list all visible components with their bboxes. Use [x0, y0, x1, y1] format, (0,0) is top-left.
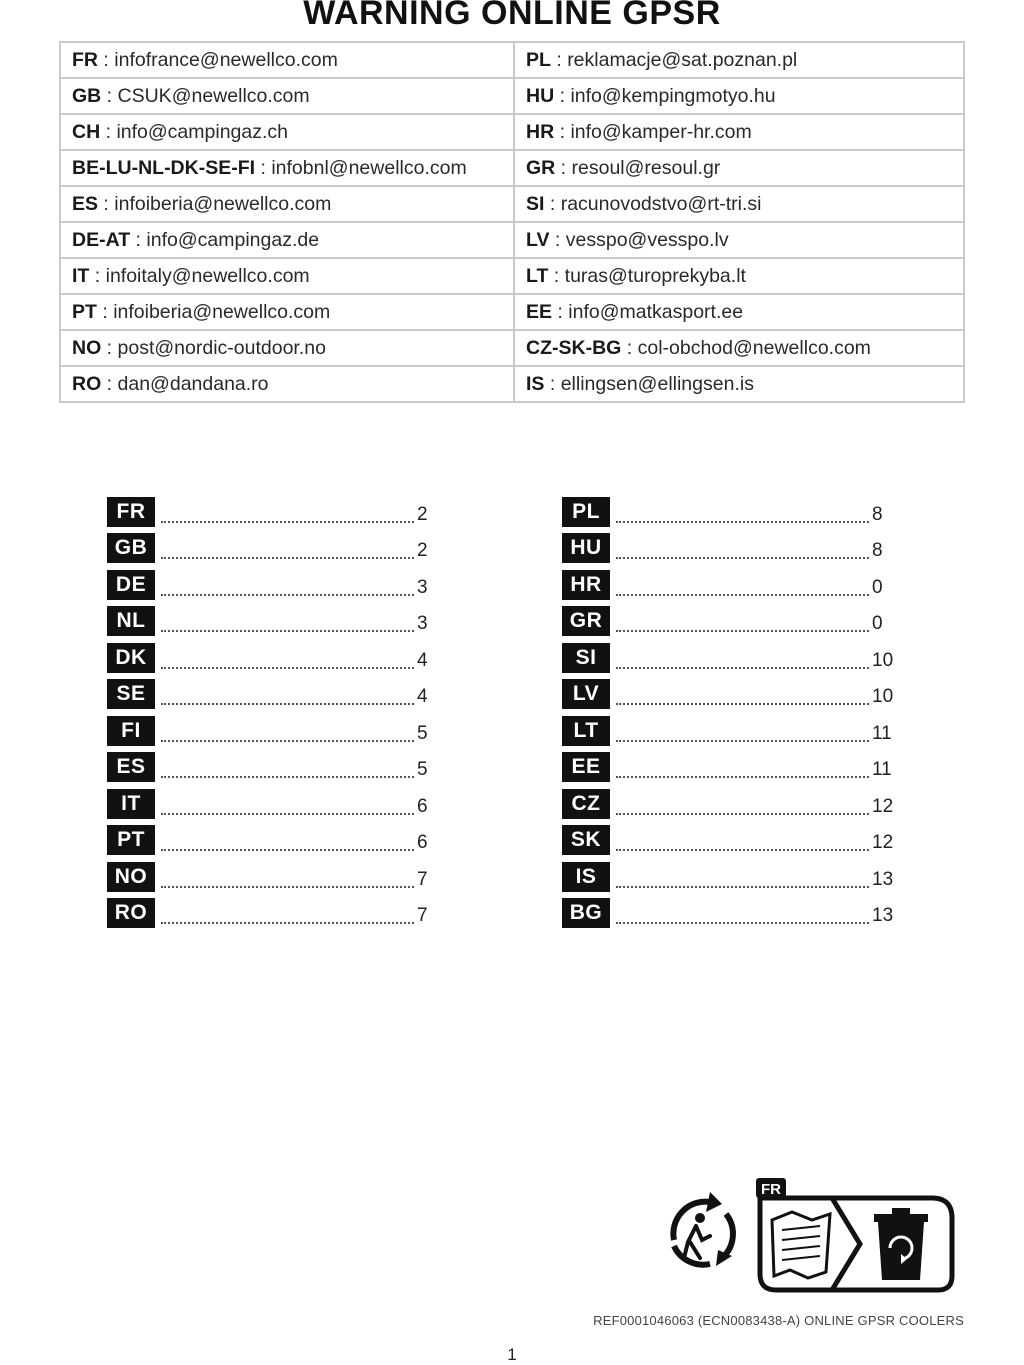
contact-email: resoul@resoul.gr — [571, 156, 721, 179]
contact-email: reklamacje@sat.poznan.pl — [567, 48, 798, 71]
language-badge: GR — [562, 606, 610, 636]
toc-page-number: 2 — [417, 540, 428, 561]
dot-leader — [616, 703, 869, 705]
page-number: 1 — [507, 1345, 517, 1364]
country-code: BE-LU-NL-DK-SE-FI — [72, 156, 256, 179]
toc-entry — [107, 782, 447, 819]
contact-cell-right: CZ-SK-BG : col-obchod@newellco.com — [514, 330, 964, 366]
contact-row — [60, 78, 964, 114]
country-code: RO — [72, 372, 102, 395]
toc-page-number: 6 — [417, 795, 428, 817]
language-badge: BG — [562, 898, 610, 928]
toc-page-number: 10 — [872, 686, 894, 707]
toc-entry — [562, 490, 902, 527]
contact-row — [60, 222, 964, 258]
dot-leader — [161, 521, 414, 523]
toc-entry — [562, 819, 902, 856]
contact-cell-right: EE : info@matkasport.ee — [514, 294, 964, 330]
dot-leader — [616, 886, 869, 888]
toc-page-number: 10 — [872, 649, 894, 671]
contact-cell-right: LV : vesspo@vesspo.lv — [514, 222, 964, 258]
toc-entry — [562, 782, 902, 819]
dot-leader — [161, 740, 414, 742]
toc-page-number: 8 — [872, 540, 883, 561]
language-badge: NO — [107, 862, 155, 892]
dot-leader — [616, 594, 869, 596]
dot-leader — [161, 630, 414, 632]
toc-right-column — [562, 490, 902, 928]
contact-cell-right: GR : resoul@resoul.gr — [514, 150, 964, 186]
toc-page-number: 8 — [872, 503, 883, 525]
toc-entry — [562, 636, 902, 673]
country-code: NO — [72, 336, 102, 359]
toc-entry — [562, 892, 902, 929]
language-badge: IT — [107, 789, 155, 819]
contact-cell-right: PL : reklamacje@sat.poznan.pl — [514, 42, 964, 78]
contact-cell-left: RO : dan@dandana.ro — [60, 366, 514, 402]
language-badge: DE — [107, 570, 155, 600]
dot-leader — [616, 922, 869, 924]
dot-leader — [161, 557, 414, 559]
contact-email: col-obchod@newellco.com — [637, 336, 871, 359]
contact-email: dan@dandana.ro — [117, 372, 269, 395]
contact-cell-left: DE-AT : info@campingaz.de — [60, 222, 514, 258]
toc-page-number: 3 — [417, 576, 428, 598]
toc-entry — [562, 527, 902, 564]
contact-email: turas@turoprekyba.lt — [564, 264, 746, 287]
country-code: LT — [526, 264, 549, 287]
contact-cell-left: PT : infoiberia@newellco.com — [60, 294, 514, 330]
contact-table — [59, 41, 965, 403]
toc-entry — [107, 709, 447, 746]
language-badge: IS — [562, 862, 610, 892]
toc-page-number: 3 — [417, 613, 428, 634]
language-badge: SK — [562, 825, 610, 855]
toc-page-number: 4 — [417, 686, 428, 707]
toc-entry — [107, 819, 447, 856]
contact-cell-left: ES : infoiberia@newellco.com — [60, 186, 514, 222]
contact-email: info@kempingmotyo.hu — [570, 84, 776, 107]
page-title: WARNING ONLINE GPSR — [303, 0, 721, 32]
country-code: HR — [526, 120, 555, 143]
contact-row — [60, 42, 964, 78]
toc-page-number: 11 — [872, 759, 892, 780]
contact-cell-left: BE-LU-NL-DK-SE-FI : infobnl@newellco.com — [60, 150, 514, 186]
language-badge: FI — [107, 716, 155, 746]
dot-leader — [616, 849, 869, 851]
contact-email: post@nordic-outdoor.no — [117, 336, 326, 359]
dot-leader — [616, 776, 869, 778]
toc-page-number: 11 — [872, 722, 892, 744]
toc-entry — [107, 563, 447, 600]
contact-row — [60, 186, 964, 222]
contact-row — [60, 114, 964, 150]
dot-leader — [616, 667, 869, 669]
contact-cell-left: CH : info@campingaz.ch — [60, 114, 514, 150]
language-badge: PL — [562, 497, 610, 527]
dot-leader — [161, 594, 414, 596]
language-badge: LT — [562, 716, 610, 746]
contact-cell-right: IS : ellingsen@ellingsen.is — [514, 366, 964, 402]
language-badge: SE — [107, 679, 155, 709]
country-code: EE — [526, 300, 553, 323]
packaging-papers-icon — [772, 1212, 830, 1278]
dot-leader — [161, 776, 414, 778]
language-badge: GB — [107, 533, 155, 563]
country-code: IT — [72, 264, 90, 287]
language-badge: ES — [107, 752, 155, 782]
contact-row — [60, 150, 964, 186]
dot-leader — [161, 849, 414, 851]
toc-page-number: 5 — [417, 722, 428, 744]
country-code: PT — [72, 300, 97, 323]
toc-left-column — [107, 490, 447, 928]
toc-page-number: 0 — [872, 613, 883, 634]
language-badge: LV — [562, 679, 610, 709]
toc-page-number: 5 — [417, 759, 428, 780]
recycling-badge: FR — [761, 1181, 781, 1198]
language-badge: FR — [107, 497, 155, 527]
contact-email: info@campingaz.de — [146, 228, 320, 251]
toc-entry — [107, 600, 447, 637]
language-badge: EE — [562, 752, 610, 782]
toc-entry — [107, 636, 447, 673]
contact-cell-right: SI : racunovodstvo@rt-tri.si — [514, 186, 964, 222]
country-code: CZ-SK-BG — [526, 336, 622, 359]
country-code: GR — [526, 156, 556, 179]
reference-code: REF0001046063 (ECN0083438-A) ONLINE GPSR COOLERS — [593, 1313, 964, 1328]
contact-cell-right: HU : info@kempingmotyo.hu — [514, 78, 964, 114]
triman-icon — [673, 1192, 733, 1266]
toc-page-number: 12 — [872, 832, 894, 853]
recycling-info — [660, 1176, 960, 1301]
country-code: GB — [72, 84, 102, 107]
contact-cell-left: GB : CSUK@newellco.com — [60, 78, 514, 114]
language-badge: RO — [107, 898, 155, 928]
contact-row — [60, 258, 964, 294]
language-badge: HR — [562, 570, 610, 600]
toc-entry — [107, 746, 447, 783]
contact-row — [60, 366, 964, 402]
contact-row — [60, 294, 964, 330]
toc-page-number: 6 — [417, 832, 428, 853]
toc-entry — [562, 673, 902, 710]
toc-entry — [562, 746, 902, 783]
toc-page-number: 7 — [417, 868, 428, 890]
dot-leader — [616, 521, 869, 523]
toc-page-number: 13 — [872, 905, 894, 926]
recycle-bin-icon — [874, 1208, 928, 1280]
language-badge: HU — [562, 533, 610, 563]
contact-email: infoiberia@newellco.com — [113, 300, 331, 323]
toc-entry — [107, 527, 447, 564]
toc-page-number: 13 — [872, 868, 894, 890]
contact-cell-right: LT : turas@turoprekyba.lt — [514, 258, 964, 294]
dot-leader — [161, 813, 414, 815]
contact-email: racunovodstvo@rt-tri.si — [560, 192, 762, 215]
contact-email: infofrance@newellco.com — [114, 48, 338, 71]
contact-cell-right: HR : info@kamper-hr.com — [514, 114, 964, 150]
contact-cell-left: FR : infofrance@newellco.com — [60, 42, 514, 78]
contact-email: infobnl@newellco.com — [271, 156, 467, 179]
contact-email: infoiberia@newellco.com — [114, 192, 332, 215]
dot-leader — [616, 740, 869, 742]
toc-page-number: 0 — [872, 576, 883, 598]
contact-email: info@matkasport.ee — [568, 300, 744, 323]
contact-email: info@kamper-hr.com — [570, 120, 752, 143]
contact-email: vesspo@vesspo.lv — [565, 228, 729, 251]
toc-entry — [107, 490, 447, 527]
country-code: SI — [526, 192, 545, 215]
language-badge: DK — [107, 643, 155, 673]
toc-page-number: 12 — [872, 795, 894, 817]
country-code: PL — [526, 48, 551, 71]
toc-page-number: 4 — [417, 649, 428, 671]
toc-page-number: 7 — [417, 905, 428, 926]
country-code: HU — [526, 84, 555, 107]
language-badge: NL — [107, 606, 155, 636]
dot-leader — [616, 557, 869, 559]
contact-email: CSUK@newellco.com — [117, 84, 310, 107]
contact-cell-left: IT : infoitaly@newellco.com — [60, 258, 514, 294]
toc-page-number: 2 — [417, 503, 428, 525]
country-code: DE-AT — [72, 228, 131, 251]
dot-leader — [161, 922, 414, 924]
toc-entry — [562, 855, 902, 892]
country-code: ES — [72, 192, 99, 215]
contact-row — [60, 330, 964, 366]
dot-leader — [616, 630, 869, 632]
dot-leader — [161, 886, 414, 888]
country-code: IS — [526, 372, 545, 395]
toc-entry — [107, 855, 447, 892]
toc-entry — [562, 600, 902, 637]
country-code: LV — [526, 228, 550, 251]
dot-leader — [616, 813, 869, 815]
language-badge: SI — [562, 643, 610, 673]
language-badge: CZ — [562, 789, 610, 819]
contact-email: info@campingaz.ch — [116, 120, 288, 143]
dot-leader — [161, 667, 414, 669]
contact-email: infoitaly@newellco.com — [105, 264, 310, 287]
toc-entry — [562, 709, 902, 746]
language-badge: PT — [107, 825, 155, 855]
contact-cell-left: NO : post@nordic-outdoor.no — [60, 330, 514, 366]
country-code: FR — [72, 48, 98, 71]
country-code: CH — [72, 120, 101, 143]
toc-entry — [107, 673, 447, 710]
toc-entry — [562, 563, 902, 600]
toc-entry — [107, 892, 447, 929]
contact-email: ellingsen@ellingsen.is — [560, 372, 754, 395]
dot-leader — [161, 703, 414, 705]
